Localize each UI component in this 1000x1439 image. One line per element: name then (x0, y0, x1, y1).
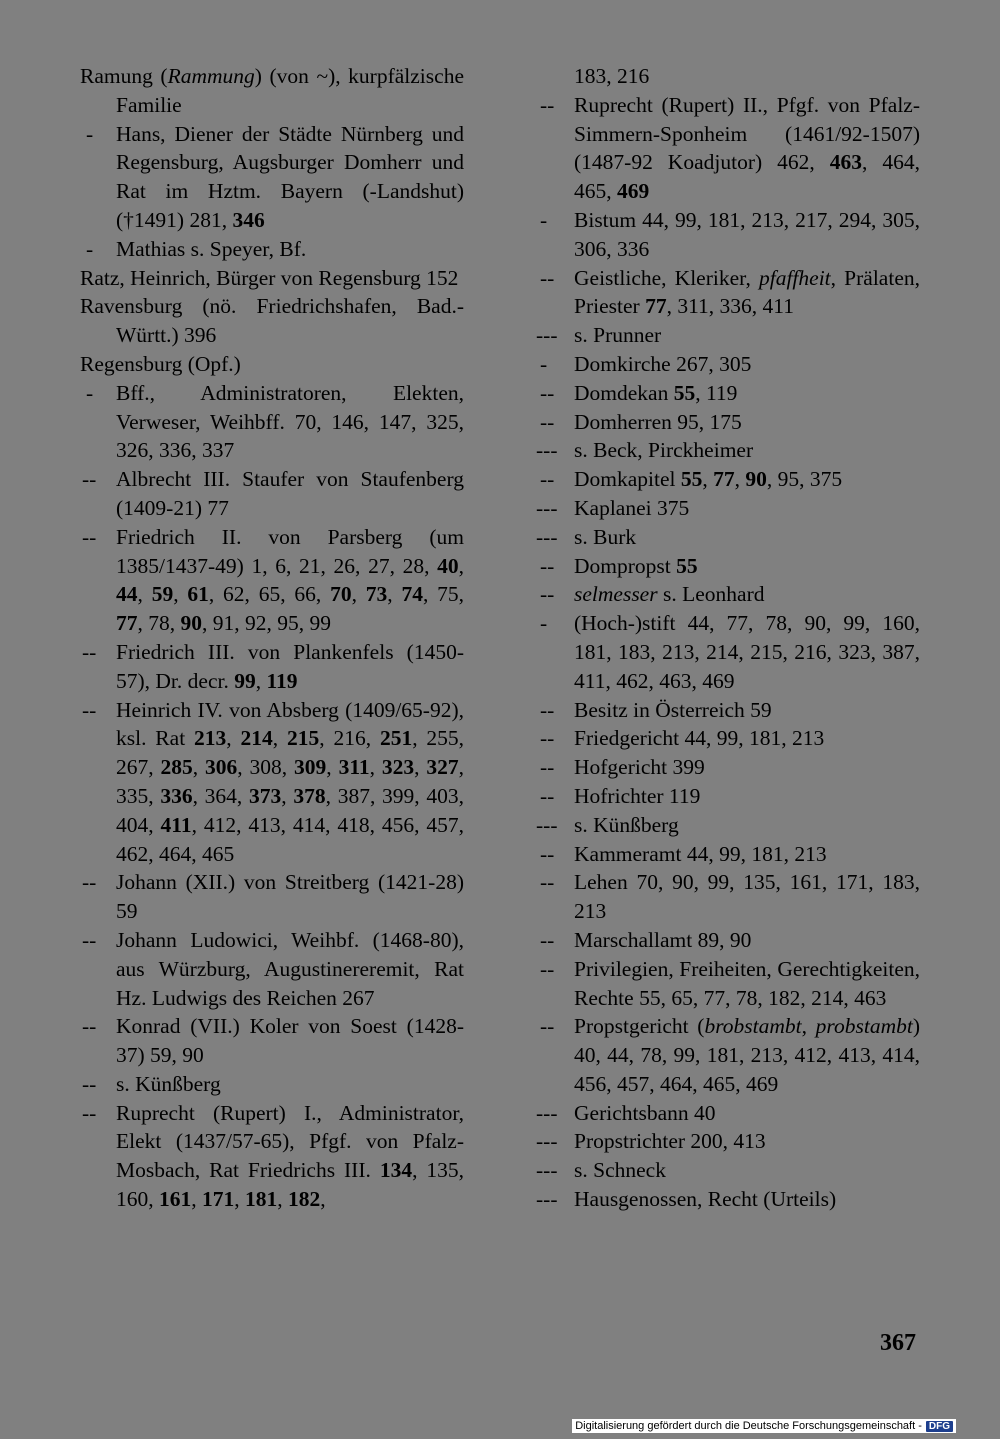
footer (572, 1419, 956, 1433)
entry-level-dash: -- (82, 927, 97, 952)
entry-level-dash: -- (540, 467, 555, 492)
entry-text: selmesser s. Leonhard (574, 582, 765, 607)
entry-level-dash: -- (540, 870, 555, 895)
index-entry (536, 321, 920, 350)
entry-text: Heinrich IV. von Absberg (1409/65-92), ksl. Rat 213, 214, 215, 216, 251, 255, 267, 285, 306, 308, 309, 311, 323, 327, 335, 336, 364, 373, 378, 387, 399, 403, 404, 411, 412, 413, 414, 418, 456, 457, 462, 464, 465 (116, 697, 465, 866)
index-entry (80, 926, 464, 1012)
entry-level-dash: --- (536, 524, 558, 549)
entry-level-dash: -- (82, 697, 97, 722)
entry-text: Johann (XII.) von Streitberg (1421-28) 59 (116, 870, 464, 924)
entry-text: Friedrich III. von Plankenfels (1450-57), Dr. decr. 99, 119 (116, 639, 464, 693)
entry-text: Hans, Diener der Städte Nürnberg und Regensburg, Augsburger Domherr und Rat im Hztm. Bayern (-Landshut) (†1491) 281, 346 (116, 121, 464, 232)
entry-level-dash: -- (540, 553, 555, 578)
entry-text: Geistliche, Kleriker, pfaffheit, Prälaten, Priester 77, 311, 336, 411 (574, 265, 920, 319)
entry-text: Friedgericht 44, 99, 181, 213 (574, 726, 825, 751)
right-column (536, 62, 920, 1214)
entry-text: (Hoch-)stift 44, 77, 78, 90, 99, 160, 181, 183, 213, 214, 215, 216, 323, 387, 411, 462, 463, 469 (574, 611, 920, 693)
entry-text: Domdekan 55, 119 (574, 380, 738, 405)
entry-level-dash: -- (540, 1014, 555, 1039)
index-entry (536, 523, 920, 552)
entry-text: s. Schneck (574, 1158, 666, 1183)
entry-text: Regensburg (Opf.) (80, 351, 241, 376)
index-entry (536, 379, 920, 408)
entry-level-dash: - (86, 380, 94, 405)
index-entry (80, 465, 464, 523)
entry-text: Albrecht III. Staufer von Staufenberg (1409-21) 77 (116, 467, 464, 520)
index-entry (536, 1127, 920, 1156)
entry-text: Hausgenossen, Recht (Urteils) (574, 1187, 837, 1212)
entry-level-dash: - (86, 236, 94, 261)
entry-level-dash: -- (540, 956, 555, 981)
entry-level-dash: - (540, 207, 548, 232)
index-entry (536, 494, 920, 523)
entry-text: Marschallamt 89, 90 (574, 927, 752, 952)
left-column (80, 62, 464, 1214)
entry-level-dash: - (540, 351, 548, 376)
index-entry (536, 782, 920, 811)
entry-level-dash: -- (540, 697, 555, 722)
entry-text: Ruprecht (Rupert) II., Pfgf. von Pfalz-Simmern-Sponheim (1461/92-1507) (1487-92 Koadjutor) 462, 463, 464, 465, 469 (574, 92, 921, 204)
entry-level-dash: -- (540, 927, 555, 952)
entry-text: Dompropst 55 (574, 553, 698, 578)
dfg-logo: DFG (926, 1421, 953, 1432)
index-entry (80, 120, 464, 235)
index-entry (536, 350, 920, 379)
entry-text: s. Burk (574, 524, 637, 549)
entry-level-dash: - (540, 611, 548, 636)
entry-level-dash: --- (536, 812, 558, 837)
entry-text: Propstgericht (brobstambt, probstambt) 40, 44, 78, 99, 181, 213, 412, 413, 414, 456, 457, 464, 465, 469 (574, 1014, 921, 1096)
footer-text: Digitalisierung gefördert durch die Deutsche Forschungsgemeinschaft - (575, 1420, 922, 1432)
entry-text: Domkapitel 55, 77, 90, 95, 375 (574, 467, 843, 492)
entry-level-dash: -- (82, 467, 97, 492)
entry-text: Gerichtsbann 40 (574, 1100, 716, 1125)
index-entry (80, 350, 464, 379)
index-entry (80, 264, 464, 293)
entry-level-dash: -- (540, 783, 555, 808)
entry-text: Ramung (Rammung) (von ~), kurpfälzische Familie (80, 64, 464, 117)
index-entry (80, 1099, 464, 1214)
index-entry (536, 552, 920, 581)
entry-level-dash: -- (540, 409, 555, 434)
entry-text: Propstrichter 200, 413 (574, 1129, 766, 1154)
entry-text: Ravensburg (nö. Friedrichshafen, Bad.-Württ.) 396 (80, 294, 464, 348)
entry-level-dash: -- (82, 870, 97, 895)
entry-text: 183, 216 (574, 64, 650, 88)
entry-text: Domherren 95, 175 (574, 409, 742, 434)
index-entry (536, 62, 920, 91)
index-entry (536, 811, 920, 840)
index-entry (536, 1099, 920, 1128)
entry-text: Hofgericht 399 (574, 755, 705, 780)
index-entry (536, 753, 920, 782)
entry-text: Mathias s. Speyer, Bf. (116, 236, 307, 261)
page-number: 367 (880, 1330, 916, 1356)
index-entry (536, 926, 920, 955)
entry-level-dash: -- (540, 380, 555, 405)
index-entry (536, 868, 920, 926)
entry-level-dash: --- (536, 1100, 558, 1125)
entry-level-dash: -- (540, 582, 555, 607)
index-entry (80, 1012, 464, 1070)
entry-text: Johann Ludowici, Weihbf. (1468-80), aus Würzburg, Augustinereremit, Rat Hz. Ludwigs des Reichen 267 (116, 927, 464, 1010)
index-entry (536, 724, 920, 753)
entry-text: Bistum 44, 99, 181, 213, 217, 294, 305, 306, 336 (574, 207, 920, 261)
entry-level-dash: --- (536, 495, 558, 520)
entry-text: Ruprecht (Rupert) I., Administrator, Elekt (1437/57-65), Pfgf. von Pfalz-Mosbach, Rat Friedrichs III. 134, 135, 160, 161, 171, 181, 182, (116, 1100, 464, 1212)
entry-level-dash: -- (540, 841, 555, 866)
entry-level-dash: --- (536, 1158, 558, 1183)
entry-text: Kammeramt 44, 99, 181, 213 (574, 841, 827, 866)
index-entry (536, 1012, 920, 1098)
index-entry (536, 465, 920, 494)
entry-text: Privilegien, Freiheiten, Gerechtigkeiten, Rechte 55, 65, 77, 78, 182, 214, 463 (574, 956, 920, 1010)
index-entry (80, 868, 464, 926)
entry-text: Lehen 70, 90, 99, 135, 161, 171, 183, 213 (574, 870, 920, 924)
index-entry (80, 638, 464, 696)
entry-level-dash: -- (82, 1014, 97, 1039)
index-entry (536, 609, 920, 695)
entry-text: s. Künßberg (116, 1071, 221, 1096)
entry-level-dash: -- (540, 755, 555, 780)
entry-level-dash: --- (536, 1187, 558, 1212)
entry-text: s. Künßberg (574, 812, 679, 837)
index-entry (80, 235, 464, 264)
index-entry (536, 1156, 920, 1185)
entry-level-dash: -- (540, 265, 555, 290)
index-entry (536, 206, 920, 264)
entry-level-dash: -- (82, 1071, 97, 1096)
index-entry (80, 379, 464, 465)
index-entry (536, 408, 920, 437)
index-entry (80, 292, 464, 350)
entry-level-dash: -- (82, 639, 97, 664)
entry-level-dash: --- (536, 438, 558, 463)
index-entry (80, 1070, 464, 1099)
entry-level-dash: - (86, 121, 94, 146)
entry-text: Hofrichter 119 (574, 783, 701, 808)
entry-text: Bff., Administratoren, Elekten, Verweser, Weihbff. 70, 146, 147, 325, 326, 336, 337 (116, 380, 464, 463)
index-entry (536, 580, 920, 609)
index-entry (80, 523, 464, 638)
entry-text: Konrad (VII.) Koler von Soest (1428-37) 59, 90 (116, 1014, 464, 1068)
entry-level-dash: --- (536, 323, 558, 348)
entry-text: s. Prunner (574, 323, 662, 348)
index-entry (536, 436, 920, 465)
index-entry (536, 91, 920, 206)
entry-text: Kaplanei 375 (574, 495, 690, 520)
entry-level-dash: -- (540, 92, 555, 117)
index-entry (536, 264, 920, 322)
entry-text: Friedrich II. von Parsberg (um 1385/1437-49) 1, 6, 21, 26, 27, 28, 40, 44, 59, 61, 62, 65, 66, 70, 73, 74, 75, 77, 78, 90, 91, 92, 95, 99 (116, 524, 465, 636)
entry-text: s. Beck, Pirckheimer (574, 438, 754, 463)
entry-text: Ratz, Heinrich, Bürger von Regensburg 152 (80, 265, 459, 290)
entry-text: Domkirche 267, 305 (574, 351, 752, 376)
index-entry (536, 1185, 920, 1214)
entry-level-dash: -- (540, 726, 555, 751)
entry-level-dash: -- (82, 524, 97, 549)
entry-text: Besitz in Österreich 59 (574, 697, 772, 722)
entry-level-dash: -- (82, 1100, 97, 1125)
index-entry (536, 955, 920, 1013)
entry-level-dash: --- (536, 1129, 558, 1154)
index-entry (536, 696, 920, 725)
index-entry (536, 840, 920, 869)
index-entry (80, 696, 464, 869)
index-entry (80, 62, 464, 120)
